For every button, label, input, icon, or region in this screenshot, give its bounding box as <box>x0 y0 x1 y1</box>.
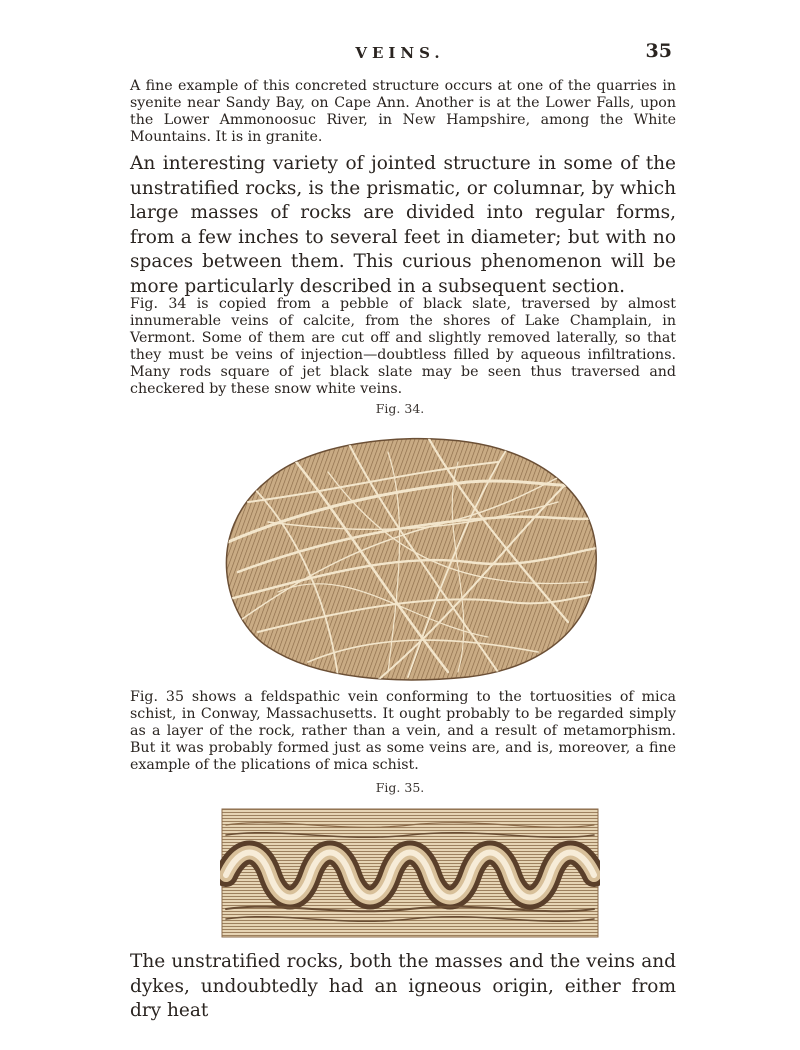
paragraph-fig34-description: Fig. 34 is copied from a pebble of black slate, traversed by almost innumerable veins of calcite, from the shores of Lake Champlain, in Vermont. Some of them are cut off and slightly removed laterally, so that they must be veins of injection—doubtless filled by aqueous infiltrations. Many rods square of jet black slate may be seen thus traversed and checkered by these snow white veins. <box>130 296 676 397</box>
page-header <box>0 40 800 68</box>
fig35-caption: Fig. 35. <box>375 780 425 795</box>
fig35-mica-schist-illustration <box>220 805 600 941</box>
page-number: 35 <box>645 40 672 62</box>
fig34-slate-pebble-illustration <box>208 422 603 684</box>
paragraph-jointed-structure: An interesting variety of jointed structure in some of the unstratified rocks, is the prismatic, or columnar, by which large masses of rocks are divided into regular forms, from a few inches to several feet in diameter; but with no spaces between them. This curious phenomenon will be more particularly described in a subsequent section. <box>130 153 676 297</box>
fig34-caption: Fig. 34. <box>375 401 425 416</box>
running-head: VEINS. <box>355 44 445 62</box>
paragraph-concreted-structure: A fine example of this concreted structure occurs at one of the quarries in syenite near Sandy Bay, on Cape Ann. Another is at the Lower Falls, upon the Lower Ammonoosuc River, in New Hampshire, among the White Mountains. It is in granite. <box>130 78 676 145</box>
paragraph-fig35-description: Fig. 35 shows a feldspathic vein conforming to the tortuosities of mica schist, in Conway, Massachusetts. It ought probably to be regarded simply as a layer of the rock, rather than a vein, and a result of metamorphism. But it was probably formed just as some veins are, and is, moreover, a fine example of the plications of mica schist. <box>130 689 676 773</box>
paragraph-unstratified-rocks: The unstratified rocks, both the masses and the veins and dykes, undoubtedly had an igneous origin, either from dry heat <box>130 951 676 1021</box>
